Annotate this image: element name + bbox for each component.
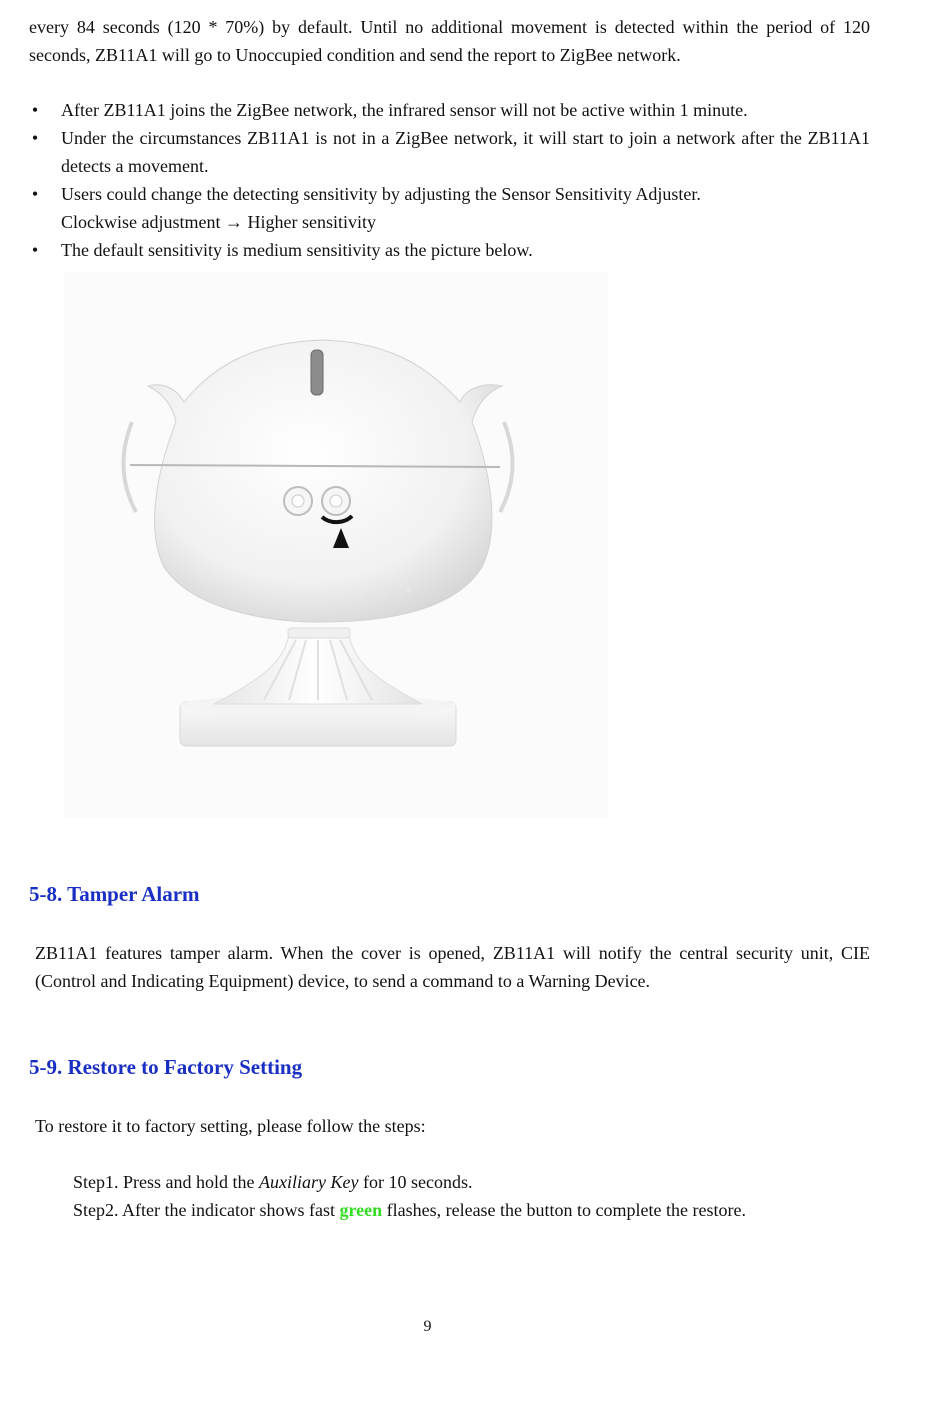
step-1-suffix: for 10 seconds.	[358, 1172, 473, 1192]
list-item	[29, 124, 870, 180]
bullet-text: The default sensitivity is medium sensitivity as the picture below.	[61, 240, 533, 260]
step-1-prefix: Step1. Press and hold the	[73, 1172, 259, 1192]
bullet-text: After ZB11A1 joins the ZigBee network, the infrared sensor will not be active within 1 minute.	[61, 100, 748, 120]
bullet-icon: •	[31, 184, 39, 204]
step-1	[73, 1168, 472, 1196]
green-highlight: green	[339, 1200, 383, 1220]
step-2-suffix: flashes, release the button to complete the restore.	[382, 1200, 746, 1220]
bullet-subline: Clockwise adjustment → Higher sensitivity	[61, 212, 376, 232]
step-2-prefix: Step2. After the indicator shows fast	[73, 1200, 340, 1220]
list-item	[29, 180, 870, 236]
list-item	[29, 236, 870, 264]
sensor-notes-list	[29, 96, 870, 264]
bullet-text: Users could change the detecting sensitivity by adjusting the Sensor Sensitivity Adjuster.	[61, 184, 701, 204]
section-title-factory-reset: 5-9. Restore to Factory Setting	[29, 1055, 303, 1079]
motion-sensor-photo	[64, 272, 608, 817]
list-item	[29, 96, 870, 124]
motion-sensor-illustration	[64, 272, 608, 817]
bullet-text: Under the circumstances ZB11A1 is not in a ZigBee network, it will start to join a network after the ZB11A1 detects a movement.	[61, 128, 870, 176]
intro-paragraph: every 84 seconds (120 * 70%) by default. Until no additional movement is detected within the period of 120 seconds, ZB11A1 will go to Unoccupied condition and send the report to ZigBee network.	[29, 17, 870, 65]
tamper-alarm-paragraph: ZB11A1 features tamper alarm. When the cover is opened, ZB11A1 will notify the central security unit, CIE (Control and Indicating Equipment) device, to send a command to a Warning Device.	[35, 943, 870, 991]
bullet-icon: •	[31, 128, 39, 148]
auxiliary-key-label: Auxiliary Key	[259, 1172, 359, 1192]
bullet-icon: •	[31, 100, 39, 120]
section-title-tamper-alarm: 5-8. Tamper Alarm	[29, 882, 200, 906]
bullet-icon: •	[31, 240, 39, 260]
step-2	[73, 1196, 746, 1224]
page-number: 9	[423, 1318, 432, 1335]
factory-reset-intro: To restore it to factory setting, please follow the steps:	[35, 1116, 426, 1136]
